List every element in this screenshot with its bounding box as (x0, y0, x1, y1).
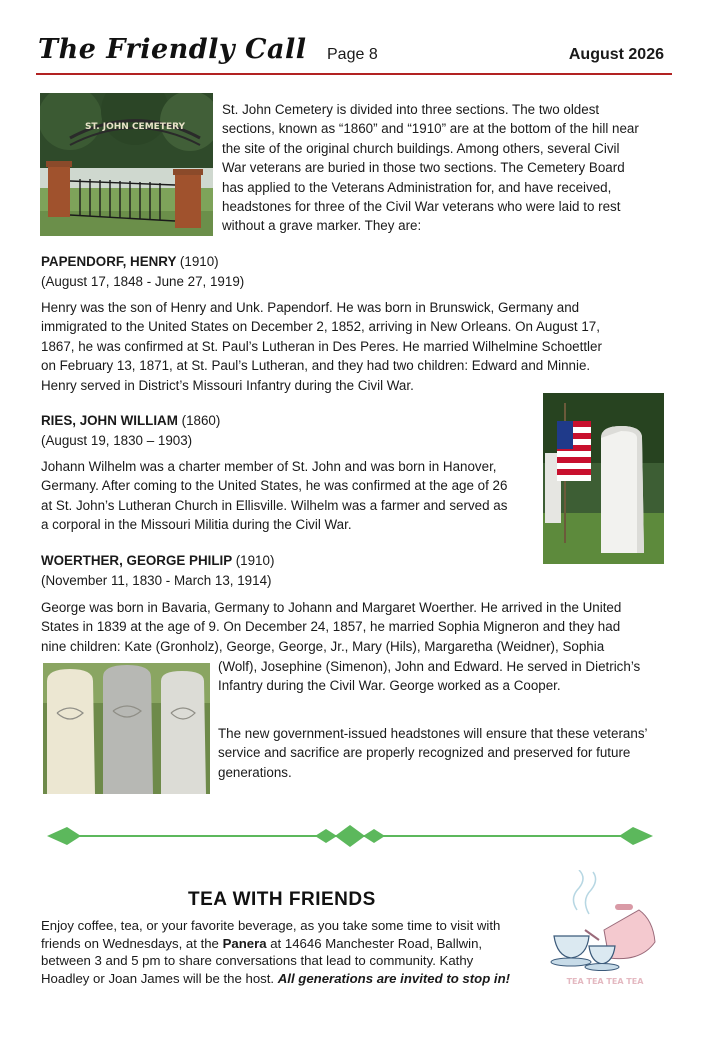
invite-text: All generations are invited to stop in! (277, 970, 511, 986)
closing-line: service and sacrifice are properly recognized and preserved for future (218, 745, 631, 761)
gate-sign-text: ST. JOHN CEMETERY (84, 122, 186, 132)
bio-line: George was born in Bavaria, Germany to Johann and Margaret Woerther. He arrived in the United (41, 600, 622, 615)
teacup-illustration (549, 870, 661, 990)
venue-name: Panera (222, 935, 267, 951)
bio-line: on February 13, 1871, at St. Paul’s Lutheran, and they had two children: Edward and Minnie. (41, 358, 591, 374)
veteran-name-text: WOERTHER, GEORGE PHILIP (41, 553, 232, 568)
newsletter-title: The Friendly Call (38, 34, 307, 65)
closing-line: generations. (218, 764, 292, 780)
veteran-name-text: RIES, JOHN WILLIAM (41, 413, 178, 428)
closing-paragraph (218, 724, 662, 782)
bio-line: (Wolf), Josephine (Simenon), John and Edward. He served in Dietrich’s (218, 659, 641, 674)
tea-line (41, 970, 536, 988)
bio-line: States in 1839 at the age of 9. On December 24, 1857, he married Sophia Migneron and they had (41, 619, 621, 635)
veteran-bio-papendorf (41, 298, 666, 395)
veteran-dates-woerther: (November 11, 1830 - March 13, 1914) (41, 573, 272, 588)
bio-line: Henry was the son of Henry and Unk. Papendorf. He was born in Brunswick, Germany and (41, 300, 580, 315)
veteran-dates-papendorf: (August 17, 1848 - June 27, 1919) (41, 274, 245, 289)
bio-line: Infantry during the Civil War. George worked as a Cooper. (218, 678, 561, 694)
intro-paragraph (222, 100, 662, 236)
intro-line: has applied to the Veterans Administration for, and have received, (222, 179, 612, 195)
tea-paragraph (41, 917, 536, 987)
closing-line: The new government-issued headstones will ensure that these veterans’ (218, 726, 648, 741)
intro-line: headstones for three of the Civil War veterans who were laid to rest (222, 199, 621, 215)
veteran-name-papendorf (41, 254, 219, 269)
tea-text: friends on Wednesdays, at the (41, 935, 223, 951)
intro-line: sections, known as “1860” and “1910” are at the bottom of the hill near (222, 121, 639, 137)
issue-date: August 2026 (568, 46, 664, 63)
veteran-bio-ries (41, 457, 536, 535)
tea-line (41, 935, 536, 953)
tea-text: Hoadley or Joan James will be the host. (41, 970, 278, 986)
veteran-name-text: PAPENDORF, HENRY (41, 254, 177, 269)
flag-headstone-photo (543, 393, 664, 564)
intro-line: War veterans are buried in those two sections. The Cemetery Board (222, 160, 625, 176)
veteran-name-ries (41, 413, 220, 428)
tea-line: between 3 and 5 pm to share conversations that lead to community. Kathy (41, 953, 474, 968)
page-number: Page 8 (327, 46, 378, 63)
bio-line: immigrated to the United States on December 2, 1852, arriving in New Orleans. On August 17, (41, 319, 600, 335)
veteran-section: (1910) (235, 553, 275, 568)
tea-image-text: TEA TEA TEA TEA (566, 977, 644, 986)
bio-line: at St. John’s Lutheran Church in Ellisville. Wilhelm was a farmer and served as (41, 497, 508, 513)
bio-line: Henry served in District’s Missouri Infantry during the Civil War. (41, 377, 414, 393)
headstones-photo (43, 663, 210, 794)
tea-line: Enjoy coffee, tea, or your favorite beverage, as you take some time to visit with (41, 918, 501, 933)
intro-line: without a grave marker. They are: (222, 218, 422, 234)
veteran-bio-woerther-cont (218, 657, 662, 696)
bio-line: 1867, he was confirmed at St. Paul’s Lutheran in Des Peres. He married Wilhelmine Schoettler (41, 338, 602, 354)
decorative-divider (47, 822, 653, 850)
veteran-bio-woerther (41, 598, 666, 656)
bio-line: nine children: Kate (Gronholz), George, George, Jr., Mary (Hils), Margaretha (Weidner), Sophia (41, 638, 605, 654)
header-rule (36, 73, 672, 75)
intro-line: the site of the original church buildings. Among others, several Civil (222, 140, 620, 156)
cemetery-gate-photo (40, 93, 213, 236)
veteran-name-woerther (41, 553, 274, 568)
veteran-dates-ries: (August 19, 1830 – 1903) (41, 433, 193, 448)
bio-line: Johann Wilhelm was a charter member of St. John and was born in Hanover, (41, 459, 497, 474)
intro-line: St. John Cemetery is divided into three sections. The two oldest (222, 102, 600, 117)
tea-section-title: TEA WITH FRIENDS (188, 889, 376, 910)
veteran-section: (1860) (181, 413, 221, 428)
bio-line: Germany. After coming to the United States, he was confirmed at the age of 26 (41, 478, 508, 494)
tea-text: at 14646 Manchester Road, Ballwin, (266, 935, 483, 951)
veteran-section: (1910) (179, 254, 219, 269)
bio-line: a corporal in the Missouri Militia during the Civil War. (41, 517, 352, 533)
